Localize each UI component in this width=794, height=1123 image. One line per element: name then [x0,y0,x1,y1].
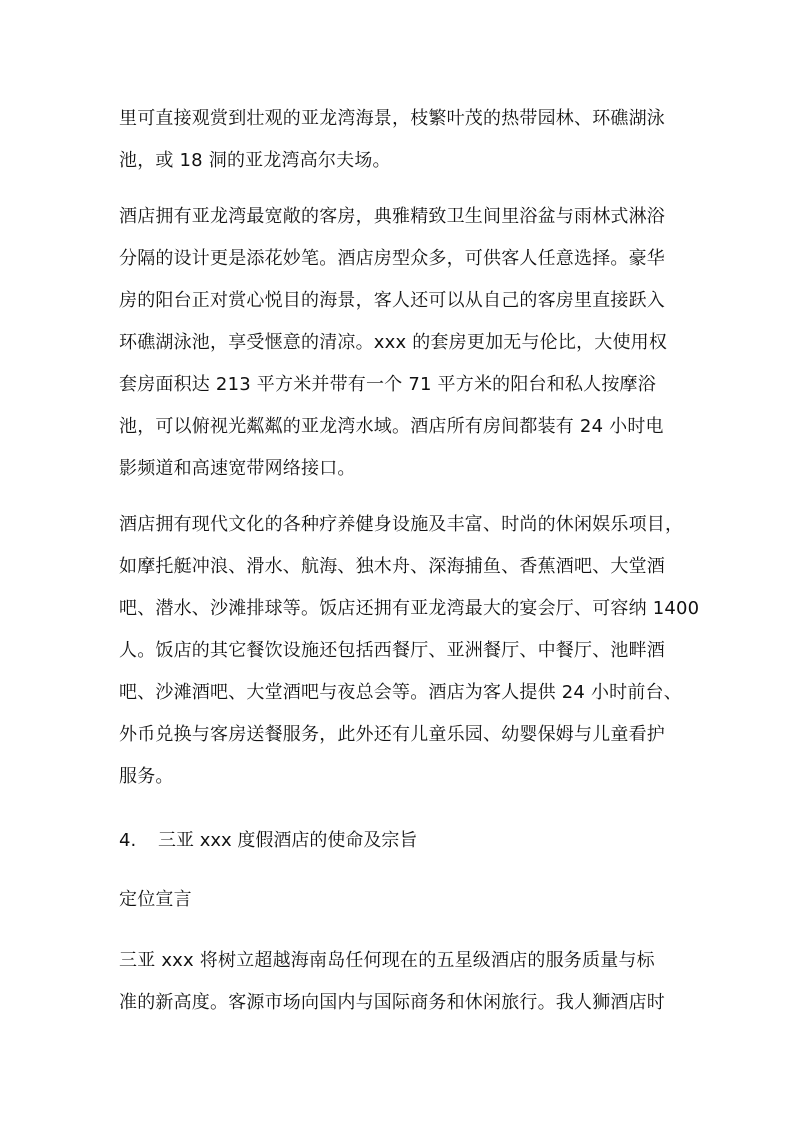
paragraph-3-line-4: 人。饭店的其它餐饮设施还包括西餐厅、亚洲餐厅、中餐厅、池畔酒 [119,640,665,661]
paragraph-1-line-2: 池，或 18 洞的亚龙湾高尔夫场。 [119,150,391,171]
section-number: 4. [119,830,137,851]
paragraph-3-line-5: 吧、沙滩酒吧、大堂酒吧与夜总会等。酒店为客人提供 24 小时前台、 [119,682,682,703]
paragraph-3-line-6: 外币兑换与客房送餐服务，此外还有儿童乐园、幼婴保姆与儿童看护 [119,724,665,745]
paragraph-1-line-1: 里可直接观赏到壮观的亚龙湾海景，枝繁叶茂的热带园林、环礁湖泳 [119,108,665,129]
paragraph-2-line-5: 套房面积达 213 平方米并带有一个 71 平方米的阳台和私人按摩浴 [119,374,656,395]
paragraph-4-line-2: 准的新高度。客源市场向国内与国际商务和休闲旅行。我人狮酒店时 [119,992,665,1013]
paragraph-2-line-6: 池，可以俯视光粼粼的亚龙湾水域。酒店所有房间都装有 24 小时电 [119,416,664,437]
paragraph-2-line-3: 房的阳台正对赏心悦目的海景，客人还可以从自己的客房里直接跃入 [119,290,665,311]
paragraph-4-line-1: 三亚 xxx 将树立超越海南岛任何现在的五星级酒店的服务质量与标 [119,950,655,971]
paragraph-2-line-2: 分隔的设计更是添花妙笔。酒店房型众多，可供客人任意选择。豪华 [119,248,665,269]
paragraph-3-line-2: 如摩托艇冲浪、滑水、航海、独木舟、深海捕鱼、香蕉酒吧、大堂酒 [119,556,665,577]
paragraph-2-line-7: 影频道和高速宽带网络接口。 [119,458,356,479]
subheading: 定位宣言 [119,889,192,910]
paragraph-3-line-1: 酒店拥有现代文化的各种疗养健身设施及丰富、时尚的休闲娱乐项目， [119,514,684,535]
paragraph-3-line-7: 服务。 [119,766,174,787]
paragraph-3-line-3: 吧、潜水、沙滩排球等。饭店还拥有亚龙湾最大的宴会厅、可容纳 1400 [119,598,700,619]
paragraph-2-line-4: 环礁湖泳池，享受惬意的清凉。xxx 的套房更加无与伦比，大使用权 [119,332,668,353]
section-title: 三亚 xxx 度假酒店的使命及宗旨 [158,830,418,851]
paragraph-2-line-1: 酒店拥有亚龙湾最宽敞的客房，典雅精致卫生间里浴盆与雨林式淋浴 [119,206,665,227]
